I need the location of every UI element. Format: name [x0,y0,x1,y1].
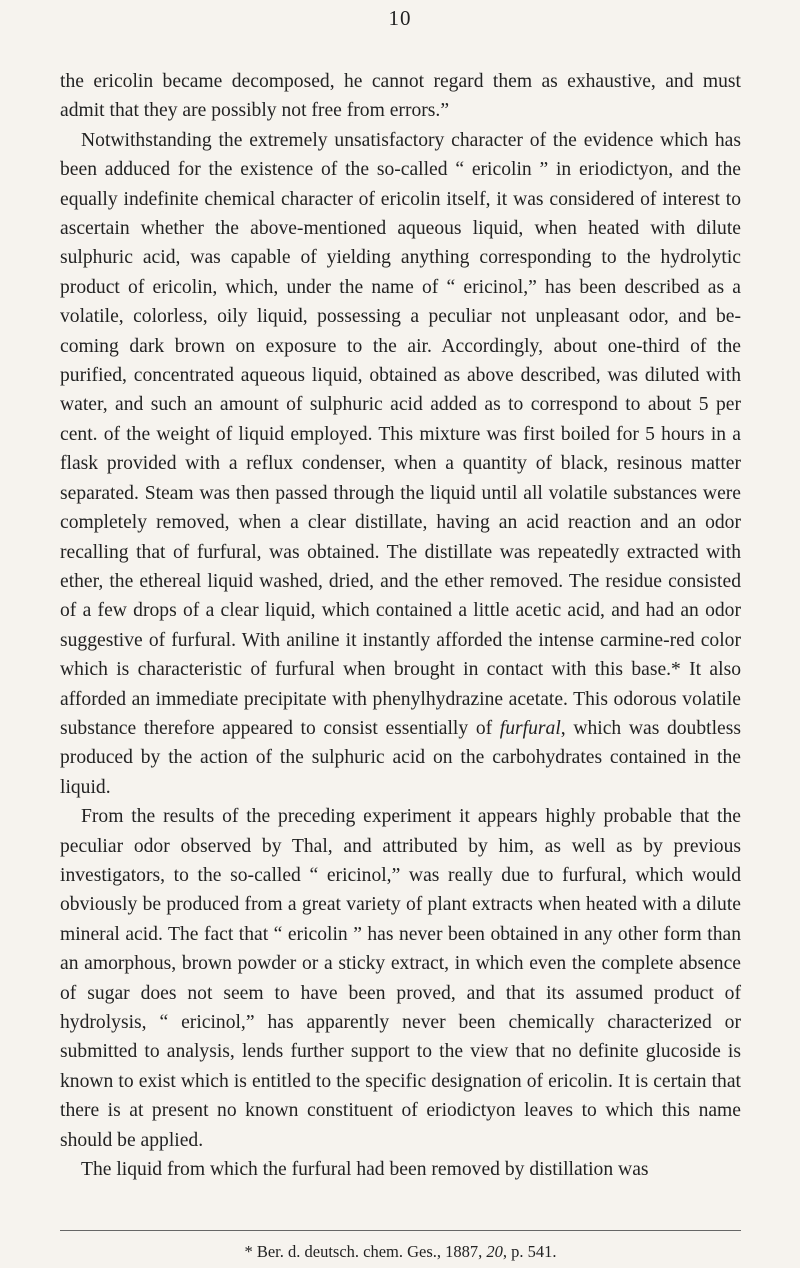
paragraph [60,1155,741,1184]
footnote [60,1242,741,1262]
paragraph [60,126,741,802]
page-number: 10 [388,6,412,30]
paragraph-text: Notwithstanding the extremely unsatisfactory character of the evidence which has been adduced for the existence of the so-called “ ericolin ” in eriodictyon, and the equally indefinite chemical character of ericolin itself, it was considered of interest to ascertain whether the above-mentioned aqueous liquid, when heated with dilute sulphuric acid, was capable of yielding anything corresponding to the hydrolytic product of ericolin, which, under the name of “ ericinol,” has been described as a volatile, colorless, oily liquid, possessing a peculiar not unpleasant odor, and becoming dark brown on exposure to the air. Accordingly, about one-third of the purified, concentrated aqueous liquid, obtained as above described, was diluted with water, and such an amount of sulphuric acid added as to correspond to about 5 per cent. of the weight of liquid employed. This mixture was first boiled for 5 hours in a flask provided with a reflux condenser, when a quantity of black, resinous matter separated. Steam was then passed through the liquid until all volatile substances were completely removed, when a clear distillate, having an acid reaction and an odor recalling that of furfural, was obtained. The distillate was repeatedly extracted with ether, the ethereal liquid washed, dried, and the ether removed. The residue consisted of a few drops of a clear liquid, which contained a little acetic acid, and had an odor suggestive of furfural. With aniline it instantly afforded the intense carmine-red color which is characteristic of furfural when brought in contact with this base.* It also afforded an immediate precipitate with phenylhydrazine acetate. This odorous volatile substance therefore appeared to consist essentially of [60,129,741,739]
paragraph-text: From the results of the preceding experiment it appears highly probable that the peculiar odor observed by Thal, and attributed by him, as well as by previous investigators, to the so-called “ ericinol,” was really due to furfural, which would obviously be produced from a great variety of plant extracts when heated with a dilute mineral acid. The fact that “ ericolin ” has never been obtained in any other form than an amorphous, brown powder or a sticky extract, in which even the complete absence of sugar does not seem to have been proved, and that its assumed product of hydrolysis, “ ericinol,” has apparently never been chemically characterized or submitted to analysis, lends further support to the view that no definite glucoside is known to exist which is entitled to the specific designation of ericolin. It is certain that there is at present no known constituent of eriodictyon leaves to which this name should be applied. [60,806,741,1151]
body-text [60,67,741,1184]
footnote-divider [60,1230,741,1231]
paragraph-text: , which was doubtless produced by the action of the sulphuric acid on the carbohydrates contained in the liquid. [60,717,741,798]
italic-text: furfural [499,717,561,739]
paragraph [60,802,741,1155]
paragraph-text: The liquid from which the furfural had been removed by distillation was [81,1159,649,1181]
paragraph [60,67,741,126]
footnote-citation: * Ber. d. deutsch. chem. Ges., 1887, [244,1242,487,1261]
footnote-volume: 20 [486,1242,503,1261]
paragraph-text: the ericolin became decomposed, he cannot regard them as exhaustive, and must admit that they are possibly not free from errors.” [60,71,741,122]
footnote-page: , p. 541. [502,1242,557,1261]
